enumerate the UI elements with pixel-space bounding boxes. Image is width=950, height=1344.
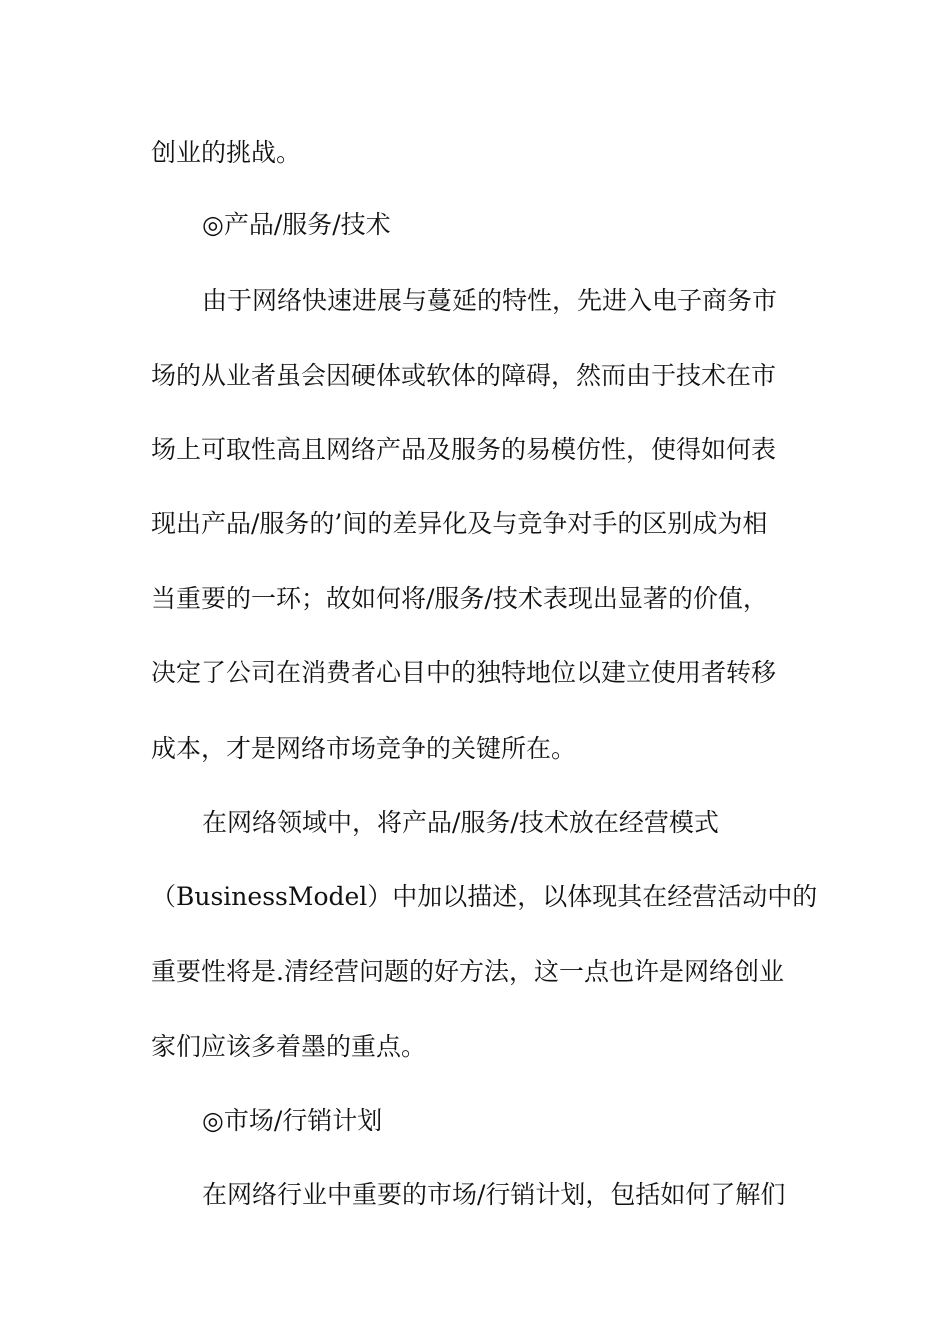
- paragraph-line: （BusinessModel）中加以描述，以体现其在经营活动中的: [151, 882, 818, 911]
- paragraph-line: 重要性将是.清经营问题的好方法，这一点也许是网络创业: [151, 957, 784, 986]
- section-heading-marketing: ◎市场/行销计划: [202, 1106, 383, 1135]
- paragraph-line: 家们应该多着墨的重点。: [151, 1032, 427, 1061]
- paragraph-line: 当重要的一环；故如何将/服务/技术表现出显著的价值，: [151, 584, 768, 613]
- paragraph-line: 在网络行业中重要的市场/行销计划，包括如何了解们: [202, 1180, 786, 1209]
- paragraph-line: 由于网络快速进展与蔓延的特性，先进入电子商务市: [202, 286, 778, 315]
- paragraph-line: 创业的挑战。: [151, 138, 302, 167]
- paragraph-line: 决定了公司在消费者心目中的独特地位以建立使用者转移: [151, 658, 777, 687]
- paragraph-line: 现出产品/服务的’间的差异化及与竞争对手的区别成为相: [151, 509, 768, 538]
- paragraph-line: 在网络领域中，将产品/服务/技术放在经营模式: [202, 808, 719, 837]
- paragraph-line: 场的从业者虽会因硬体或软体的障碍，然而由于技术在市: [151, 361, 777, 390]
- paragraph-line: 场上可取性高且网络产品及服务的易模仿性，使得如何表: [151, 435, 777, 464]
- section-heading-products: ◎产品/服务/技术: [202, 210, 391, 239]
- paragraph-line: 成本，才是网络市场竞争的关键所在。: [151, 734, 577, 763]
